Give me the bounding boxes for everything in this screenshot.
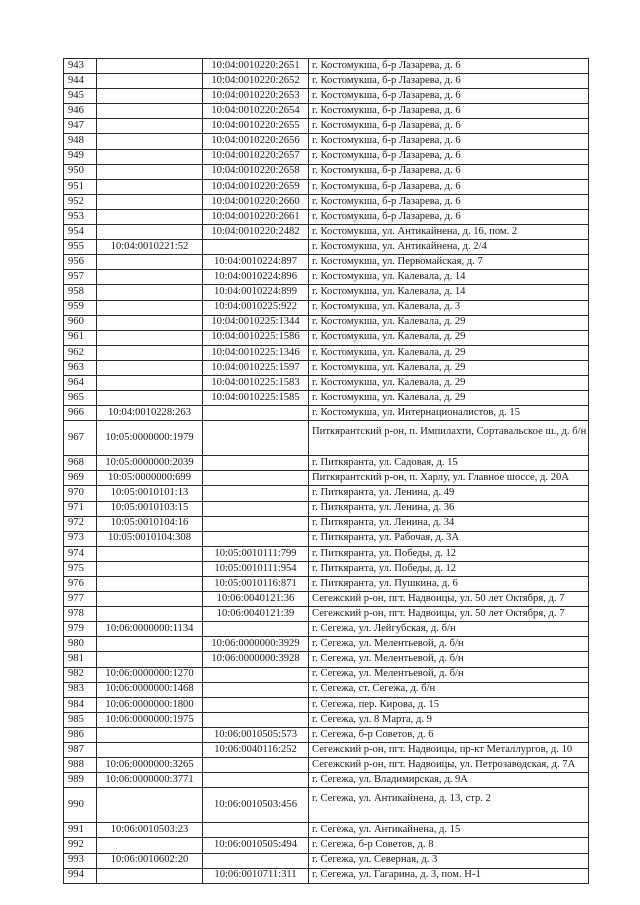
row-number-cell: 956	[64, 255, 97, 270]
address-cell: г. Сегежа, пер. Кирова, д. 15	[309, 697, 589, 712]
table-row	[64, 330, 589, 345]
table-row	[64, 240, 589, 255]
cadastral-number-a-cell: 10:05:0000000:1979	[97, 421, 203, 456]
cadastral-number-a-cell: 10:05:0010103:15	[97, 501, 203, 516]
address-cell: г. Костомукша, б-р Лазарева, д. 6	[309, 134, 589, 149]
cadastral-number-b-cell	[203, 240, 309, 255]
table-row	[64, 561, 589, 576]
table-row	[64, 546, 589, 561]
cadastral-number-a-cell: 10:06:0000000:3265	[97, 758, 203, 773]
cadastral-number-b-cell: 10:05:0010116:871	[203, 577, 309, 592]
cadastral-number-a-cell: 10:06:0010602:20	[97, 853, 203, 868]
table-row	[64, 104, 589, 119]
cadastral-number-a-cell	[97, 546, 203, 561]
table-row	[64, 652, 589, 667]
table-row	[64, 743, 589, 758]
table-row	[64, 697, 589, 712]
row-number-cell: 944	[64, 74, 97, 89]
cadastral-number-a-cell	[97, 59, 203, 74]
cadastral-number-a-cell	[97, 255, 203, 270]
cadastral-number-b-cell	[203, 486, 309, 501]
table-row	[64, 667, 589, 682]
address-cell: г. Питкяранта, ул. Победы, д. 12	[309, 546, 589, 561]
address-cell: г. Сегежа, ул. Северная, д. 3	[309, 853, 589, 868]
cadastral-number-b-cell: 10:04:0010224:899	[203, 285, 309, 300]
table-row	[64, 225, 589, 240]
cadastral-number-a-cell: 10:06:0000000:1800	[97, 697, 203, 712]
table-row	[64, 134, 589, 149]
cadastral-number-b-cell: 10:04:0010225:922	[203, 300, 309, 315]
cadastral-number-b-cell	[203, 471, 309, 486]
row-number-cell: 986	[64, 727, 97, 742]
cadastral-number-b-cell: 10:04:0010225:1586	[203, 330, 309, 345]
cadastral-number-a-cell	[97, 561, 203, 576]
row-number-cell: 957	[64, 270, 97, 285]
table-row	[64, 823, 589, 838]
row-number-cell: 947	[64, 119, 97, 134]
address-cell: г. Костомукша, ул. Интернационалистов, д. 15	[309, 406, 589, 421]
table-row	[64, 637, 589, 652]
cadastral-number-a-cell	[97, 592, 203, 607]
table-row	[64, 516, 589, 531]
row-number-cell: 991	[64, 823, 97, 838]
address-cell: г. Костомукша, ул. Калевала, д. 29	[309, 360, 589, 375]
cadastral-number-a-cell	[97, 149, 203, 164]
cadastral-number-b-cell	[203, 622, 309, 637]
cadastral-number-a-cell	[97, 225, 203, 240]
cadastral-number-b-cell: 10:04:0010220:2661	[203, 209, 309, 224]
table-row	[64, 119, 589, 134]
cadastral-number-a-cell	[97, 743, 203, 758]
cadastral-number-a-cell: 10:04:0010221:52	[97, 240, 203, 255]
cadastral-number-b-cell: 10:06:0040116:252	[203, 743, 309, 758]
address-cell: г. Костомукша, ул. Калевала, д. 14	[309, 285, 589, 300]
row-number-cell: 984	[64, 697, 97, 712]
cadastral-number-a-cell	[97, 119, 203, 134]
row-number-cell: 953	[64, 209, 97, 224]
table-row	[64, 375, 589, 390]
cadastral-number-a-cell	[97, 577, 203, 592]
address-cell: г. Сегежа, б-р Советов, д. 8	[309, 838, 589, 853]
row-number-cell: 955	[64, 240, 97, 255]
address-cell: г. Костомукша, ул. Антикайнена, д. 2/4	[309, 240, 589, 255]
address-cell: г. Костомукша, б-р Лазарева, д. 6	[309, 194, 589, 209]
address-cell: г. Костомукша, б-р Лазарева, д. 6	[309, 119, 589, 134]
row-number-cell: 975	[64, 561, 97, 576]
cadastral-number-a-cell	[97, 104, 203, 119]
row-number-cell: 994	[64, 868, 97, 883]
cadastral-number-b-cell	[203, 712, 309, 727]
address-cell: Питкярантский р-он, п. Харлу, ул. Главное шоссе, д. 20А	[309, 471, 589, 486]
cadastral-number-a-cell	[97, 74, 203, 89]
cadastral-number-a-cell	[97, 194, 203, 209]
table-row	[64, 577, 589, 592]
row-number-cell: 978	[64, 607, 97, 622]
row-number-cell: 963	[64, 360, 97, 375]
address-cell: г. Сегежа, ст. Сегежа, д. б/н	[309, 682, 589, 697]
cadastral-number-b-cell: 10:04:0010220:2652	[203, 74, 309, 89]
cadastral-number-b-cell	[203, 697, 309, 712]
cadastral-number-b-cell	[203, 758, 309, 773]
address-cell: г. Костомукша, б-р Лазарева, д. 6	[309, 104, 589, 119]
row-number-cell: 982	[64, 667, 97, 682]
cadastral-number-b-cell: 10:04:0010225:1583	[203, 375, 309, 390]
row-number-cell: 983	[64, 682, 97, 697]
cadastral-number-b-cell: 10:04:0010225:1346	[203, 345, 309, 360]
table-row	[64, 501, 589, 516]
address-cell: г. Сегежа, ул. Мелентьевой, д. б/н	[309, 637, 589, 652]
cadastral-number-a-cell	[97, 345, 203, 360]
table-row	[64, 315, 589, 330]
row-number-cell: 950	[64, 164, 97, 179]
address-cell: г. Костомукша, б-р Лазарева, д. 6	[309, 89, 589, 104]
table-row	[64, 74, 589, 89]
cadastral-number-b-cell: 10:06:0040121:39	[203, 607, 309, 622]
address-cell: Сегежский р-он, пгт. Надвоицы, пр-кт Металлургов, д. 10	[309, 743, 589, 758]
address-cell: г. Костомукша, б-р Лазарева, д. 6	[309, 74, 589, 89]
row-number-cell: 969	[64, 471, 97, 486]
row-number-cell: 976	[64, 577, 97, 592]
address-cell: г. Питкяранта, ул. Пушкина, д. 6	[309, 577, 589, 592]
address-cell: г. Костомукша, ул. Первомайская, д. 7	[309, 255, 589, 270]
address-cell: г. Костомукша, б-р Лазарева, д. 6	[309, 164, 589, 179]
address-cell: г. Сегежа, б-р Советов, д. 6	[309, 727, 589, 742]
table-row	[64, 179, 589, 194]
table-row	[64, 345, 589, 360]
row-number-cell: 949	[64, 149, 97, 164]
table-row	[64, 270, 589, 285]
cadastral-number-b-cell: 10:06:0000000:3929	[203, 637, 309, 652]
cadastral-number-b-cell: 10:06:0010503:456	[203, 788, 309, 823]
cadastral-number-b-cell: 10:06:0010711:311	[203, 868, 309, 883]
cadastral-number-a-cell	[97, 300, 203, 315]
cadastral-number-b-cell	[203, 667, 309, 682]
address-cell: г. Костомукша, б-р Лазарева, д. 6	[309, 149, 589, 164]
address-cell: г. Костомукша, ул. Калевала, д. 3	[309, 300, 589, 315]
cadastral-number-b-cell: 10:06:0010505:573	[203, 727, 309, 742]
address-cell: г. Костомукша, ул. Калевала, д. 14	[309, 270, 589, 285]
cadastral-number-a-cell: 10:05:0010104:308	[97, 531, 203, 546]
cadastral-number-a-cell	[97, 868, 203, 883]
cadastral-number-a-cell	[97, 637, 203, 652]
address-cell: г. Питкяранта, ул. Рабочая, д. 3А	[309, 531, 589, 546]
cadastral-number-b-cell: 10:04:0010220:2655	[203, 119, 309, 134]
row-number-cell: 946	[64, 104, 97, 119]
cadastral-number-b-cell: 10:04:0010220:2658	[203, 164, 309, 179]
cadastral-number-b-cell: 10:04:0010220:2482	[203, 225, 309, 240]
address-cell: г. Костомукша, ул. Калевала, д. 29	[309, 375, 589, 390]
table-row	[64, 471, 589, 486]
row-number-cell: 970	[64, 486, 97, 501]
address-cell: г. Сегежа, ул. Антикайнена, д. 15	[309, 823, 589, 838]
row-number-cell: 981	[64, 652, 97, 667]
cadastral-number-b-cell: 10:04:0010220:2660	[203, 194, 309, 209]
cadastral-number-b-cell: 10:04:0010225:1597	[203, 360, 309, 375]
address-cell: Сегежский р-он, пгт. Надвоицы, ул. 50 лет Октября, д. 7	[309, 607, 589, 622]
table-row	[64, 456, 589, 471]
cadastral-number-a-cell	[97, 727, 203, 742]
row-number-cell: 980	[64, 637, 97, 652]
table-row	[64, 712, 589, 727]
cadastral-number-b-cell: 10:04:0010220:2654	[203, 104, 309, 119]
cadastral-number-a-cell: 10:05:0010104:16	[97, 516, 203, 531]
row-number-cell: 948	[64, 134, 97, 149]
cadastral-number-a-cell	[97, 179, 203, 194]
row-number-cell: 990	[64, 788, 97, 823]
address-cell: г. Питкяранта, ул. Ленина, д. 49	[309, 486, 589, 501]
table-row	[64, 727, 589, 742]
table-row	[64, 164, 589, 179]
table-row	[64, 531, 589, 546]
row-number-cell: 965	[64, 391, 97, 406]
table-row	[64, 838, 589, 853]
cadastral-number-b-cell	[203, 682, 309, 697]
cadastral-number-a-cell: 10:04:0010228:263	[97, 406, 203, 421]
table-row	[64, 421, 589, 456]
row-number-cell: 952	[64, 194, 97, 209]
cadastral-number-a-cell	[97, 270, 203, 285]
table-row	[64, 486, 589, 501]
table-row	[64, 255, 589, 270]
cadastral-number-a-cell	[97, 164, 203, 179]
table-row	[64, 607, 589, 622]
cadastral-number-b-cell	[203, 501, 309, 516]
row-number-cell: 954	[64, 225, 97, 240]
address-cell: Сегежский р-он, пгт. Надвоицы, ул. 50 лет Октября, д. 7	[309, 592, 589, 607]
cadastral-number-b-cell: 10:04:0010224:897	[203, 255, 309, 270]
table-row	[64, 300, 589, 315]
cadastral-number-a-cell: 10:06:0000000:1134	[97, 622, 203, 637]
cadastral-number-a-cell	[97, 838, 203, 853]
address-cell: г. Питкяранта, ул. Ленина, д. 34	[309, 516, 589, 531]
row-number-cell: 993	[64, 853, 97, 868]
row-number-cell: 988	[64, 758, 97, 773]
row-number-cell: 977	[64, 592, 97, 607]
address-cell: г. Сегежа, ул. Гагарина, д. 3, пом. Н-1	[309, 868, 589, 883]
cadastral-number-a-cell	[97, 89, 203, 104]
cadastral-number-b-cell: 10:05:0010111:799	[203, 546, 309, 561]
row-number-cell: 979	[64, 622, 97, 637]
address-cell: г. Питкяранта, ул. Садовая, д. 15	[309, 456, 589, 471]
cadastral-number-b-cell	[203, 421, 309, 456]
table-row	[64, 360, 589, 375]
cadastral-number-a-cell: 10:06:0000000:1975	[97, 712, 203, 727]
row-number-cell: 960	[64, 315, 97, 330]
address-cell: г. Костомукша, ул. Калевала, д. 29	[309, 315, 589, 330]
address-cell: г. Сегежа, ул. 8 Марта, д. 9	[309, 712, 589, 727]
cadastral-number-b-cell: 10:04:0010220:2651	[203, 59, 309, 74]
table-row	[64, 758, 589, 773]
table-row	[64, 209, 589, 224]
cadastral-number-b-cell: 10:04:0010220:2653	[203, 89, 309, 104]
cadastral-number-b-cell: 10:04:0010224:896	[203, 270, 309, 285]
address-cell: г. Питкяранта, ул. Ленина, д. 36	[309, 501, 589, 516]
row-number-cell: 951	[64, 179, 97, 194]
row-number-cell: 962	[64, 345, 97, 360]
cadastral-number-b-cell	[203, 773, 309, 788]
table-body	[64, 59, 589, 884]
table-row	[64, 592, 589, 607]
cadastral-number-b-cell: 10:06:0040121:36	[203, 592, 309, 607]
cadastral-number-b-cell: 10:04:0010220:2659	[203, 179, 309, 194]
row-number-cell: 972	[64, 516, 97, 531]
row-number-cell: 989	[64, 773, 97, 788]
cadastral-number-b-cell	[203, 531, 309, 546]
cadastral-number-a-cell	[97, 607, 203, 622]
table-row	[64, 682, 589, 697]
cadastral-number-a-cell: 10:06:0010503:23	[97, 823, 203, 838]
address-cell: г. Костомукша, ул. Калевала, д. 29	[309, 391, 589, 406]
cadastral-number-a-cell	[97, 391, 203, 406]
cadastral-number-b-cell: 10:06:0000000:3928	[203, 652, 309, 667]
table-row	[64, 868, 589, 883]
cadastral-number-a-cell	[97, 788, 203, 823]
cadastral-number-b-cell: 10:06:0010505:494	[203, 838, 309, 853]
address-cell: г. Сегежа, ул. Мелентьевой, д. б/н	[309, 652, 589, 667]
cadastral-number-b-cell	[203, 516, 309, 531]
row-number-cell: 973	[64, 531, 97, 546]
row-number-cell: 987	[64, 743, 97, 758]
cadastral-number-a-cell	[97, 360, 203, 375]
row-number-cell: 971	[64, 501, 97, 516]
cadastral-number-b-cell: 10:04:0010220:2656	[203, 134, 309, 149]
cadastral-number-a-cell: 10:05:0000000:2039	[97, 456, 203, 471]
cadastral-number-a-cell: 10:06:0000000:3771	[97, 773, 203, 788]
table-row	[64, 391, 589, 406]
row-number-cell: 959	[64, 300, 97, 315]
row-number-cell: 966	[64, 406, 97, 421]
table-row	[64, 788, 589, 823]
row-number-cell: 964	[64, 375, 97, 390]
cadastral-number-a-cell	[97, 652, 203, 667]
table-row	[64, 194, 589, 209]
row-number-cell: 974	[64, 546, 97, 561]
table-row	[64, 89, 589, 104]
cadastral-number-a-cell	[97, 375, 203, 390]
address-cell: г. Костомукша, б-р Лазарева, д. 6	[309, 179, 589, 194]
table-row	[64, 59, 589, 74]
table-row	[64, 149, 589, 164]
cadastral-number-a-cell	[97, 134, 203, 149]
address-cell: г. Костомукша, ул. Калевала, д. 29	[309, 345, 589, 360]
row-number-cell: 968	[64, 456, 97, 471]
row-number-cell: 967	[64, 421, 97, 456]
cadastral-number-a-cell	[97, 209, 203, 224]
cadastral-number-b-cell: 10:04:0010220:2657	[203, 149, 309, 164]
row-number-cell: 958	[64, 285, 97, 300]
address-cell: Сегежский р-он, пгт. Надвоицы, ул. Петрозаводская, д. 7А	[309, 758, 589, 773]
row-number-cell: 992	[64, 838, 97, 853]
cadastral-number-b-cell: 10:05:0010111:954	[203, 561, 309, 576]
cadastral-number-b-cell	[203, 406, 309, 421]
cadastral-number-a-cell: 10:05:0010101:13	[97, 486, 203, 501]
cadastral-number-a-cell	[97, 285, 203, 300]
cadastral-number-b-cell	[203, 853, 309, 868]
table-row	[64, 853, 589, 868]
address-cell: г. Костомукша, ул. Калевала, д. 29	[309, 330, 589, 345]
table-row	[64, 285, 589, 300]
address-cell: г. Сегежа, ул. Антикайнена, д. 13, стр. 2	[309, 788, 589, 823]
address-cell: г. Костомукша, б-р Лазарева, д. 6	[309, 209, 589, 224]
address-cell: Питкярантский р-он, п. Импилахти, Сортавальское ш., д. б/н	[309, 421, 589, 456]
table-row	[64, 622, 589, 637]
address-cell: г. Сегежа, ул. Мелентьевой, д. б/н	[309, 667, 589, 682]
row-number-cell: 943	[64, 59, 97, 74]
address-cell: г. Сегежа, ул. Владимирская, д. 9А	[309, 773, 589, 788]
row-number-cell: 961	[64, 330, 97, 345]
cadastral-number-a-cell: 10:05:0000000:699	[97, 471, 203, 486]
row-number-cell: 985	[64, 712, 97, 727]
table-row	[64, 773, 589, 788]
cadastral-number-a-cell: 10:06:0000000:1270	[97, 667, 203, 682]
cadastral-number-a-cell	[97, 330, 203, 345]
address-cell: г. Костомукша, б-р Лазарева, д. 6	[309, 59, 589, 74]
cadastral-number-b-cell: 10:04:0010225:1344	[203, 315, 309, 330]
address-cell: г. Костомукша, ул. Антикайнена, д. 16, пом. 2	[309, 225, 589, 240]
cadastral-number-b-cell	[203, 823, 309, 838]
row-number-cell: 945	[64, 89, 97, 104]
cadastral-number-a-cell: 10:06:0000000:1468	[97, 682, 203, 697]
property-table	[63, 58, 589, 884]
table-row	[64, 406, 589, 421]
cadastral-number-a-cell	[97, 315, 203, 330]
cadastral-number-b-cell	[203, 456, 309, 471]
address-cell: г. Сегежа, ул. Лейгубская, д. б/н	[309, 622, 589, 637]
address-cell: г. Питкяранта, ул. Победы, д. 12	[309, 561, 589, 576]
cadastral-number-b-cell: 10:04:0010225:1585	[203, 391, 309, 406]
